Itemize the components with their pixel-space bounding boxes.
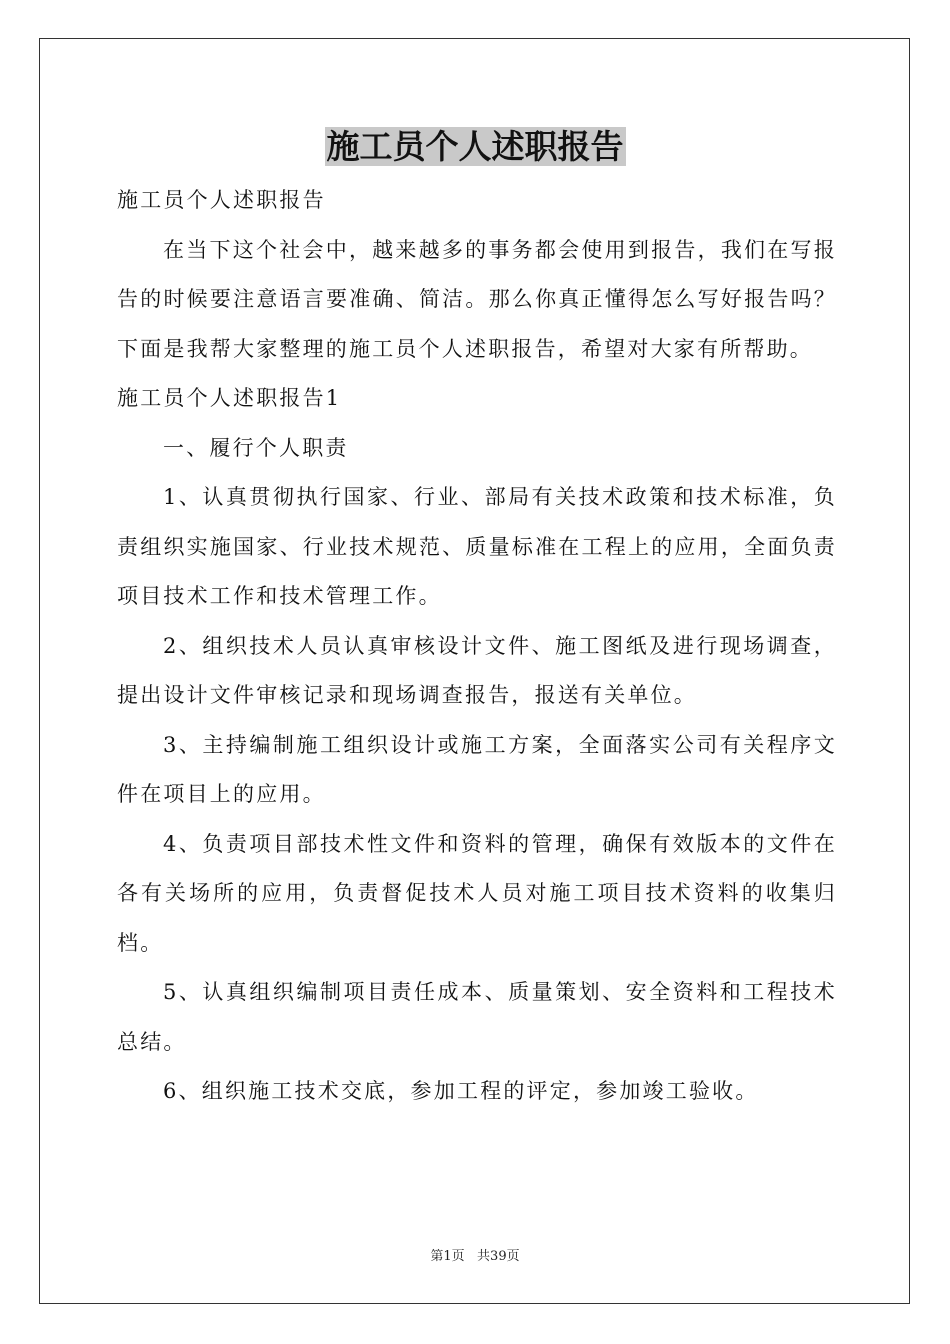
- duty-item-3: 3、主持编制施工组织设计或施工方案，全面落实公司有关程序文件在项目上的应用。: [117, 732, 837, 806]
- duty-item-1: 1、认真贯彻执行国家、行业、部局有关技术政策和技术标准，负责组织实施国家、行业技术规范、质量标准在工程上的应用，全面负责项目技术工作和技术管理工作。: [117, 485, 837, 608]
- subsection-heading: 一、履行个人职责: [163, 435, 349, 460]
- duty-item-2: 2、组织技术人员认真审核设计文件、施工图纸及进行现场调查，提出设计文件审核记录和现场调查报告，报送有关单位。: [117, 633, 837, 707]
- subtitle-line: 施工员个人述职报告: [117, 188, 326, 212]
- duty-item-6: 6、组织施工技术交底，参加工程的评定，参加竣工验收。: [163, 1079, 759, 1103]
- document-title: 施工员个人述职报告: [326, 127, 624, 166]
- intro-paragraph: 在当下这个社会中，越来越多的事务都会使用到报告，我们在写报告的时候要注意语言要准确、简洁。那么你真正懂得怎么写好报告吗？下面是我帮大家整理的施工员个人述职报告，希望对大家有所帮助。: [117, 237, 837, 361]
- duty-item-4: 4、负责项目部技术性文件和资料的管理，确保有效版本的文件在各有关场所的应用，负责督促技术人员对施工项目技术资料的收集归档。: [117, 831, 837, 955]
- duty-item-5: 5、认真组织编制项目责任成本、质量策划、安全资料和工程技术总结。: [117, 980, 837, 1054]
- page-footer: 第1页 共39页: [430, 1249, 520, 1264]
- section-heading: 施工员个人述职报告1: [117, 386, 342, 410]
- document-body: [117, 176, 837, 1117]
